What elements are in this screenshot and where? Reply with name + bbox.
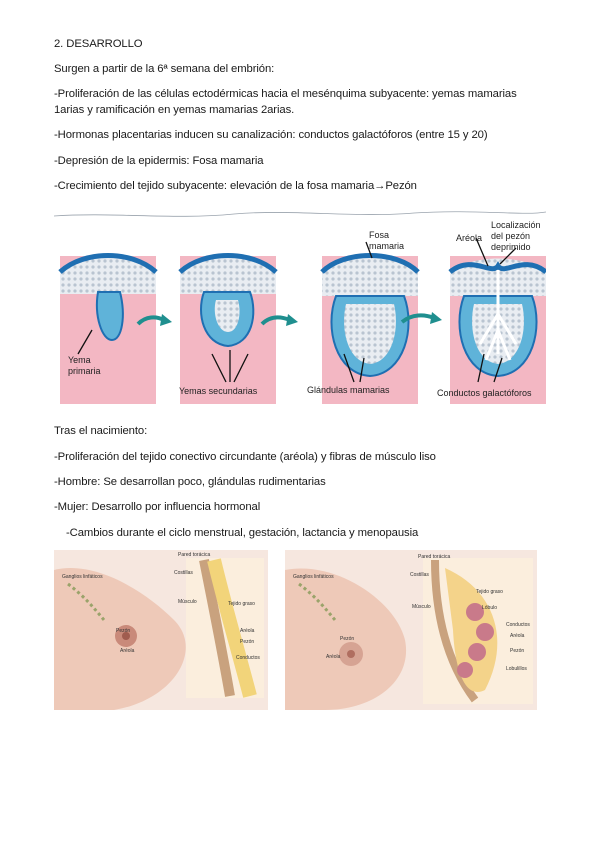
paragraph-1-line-2: 1arias y ramificación en yemas mamarias 2arias. [54,104,295,116]
after-birth-item-3: -Mujer: Desarrollo por influencia hormonal [54,501,261,513]
paragraph-2: -Hormonas placentarias inducen su canalización: conductos galactóforos (entre 15 y 20) [54,129,488,141]
left-label-areola: Aréola [120,648,135,654]
stage-1-primary-bud [60,256,156,405]
right-label-tejido: Tejido graso [476,589,503,595]
right-label-costillas: Costillas [410,572,429,578]
left-label-tejido: Tejido graso [228,601,255,607]
right-label-pezon-side: Pezón [510,648,525,654]
label-fosa-mamaria: Fosa mamaria [369,230,405,251]
label-areola: Aréola [456,233,483,243]
label-yema-primaria: Yema primaria [68,355,101,376]
left-label-pezon: Pezón [116,628,131,634]
left-label-ganglios: Ganglios linfáticos [62,574,103,580]
left-label-musculo: Músculo [178,599,197,605]
paragraph-1-line-1: -Proliferación de las células ectodérmicas hacia el mesénquima subyacente: yemas mamarias [54,88,517,100]
label-conductos-galactoforos: Conductos galactóforos [437,388,532,398]
left-label-costillas: Costillas [174,570,193,576]
after-birth-item-2: -Hombre: Se desarrollan poco, glándulas rudimentarias [54,476,326,488]
after-birth-item-4: -Cambios durante el ciclo menstrual, gestación, lactancia y menopausia [66,527,419,539]
right-label-pezon: Pezón [340,636,355,642]
right-label-musculo: Músculo [412,604,431,610]
left-label-conductos: Conductos [236,655,260,661]
after-birth-item-1: -Proliferación del tejido conectivo circundante (aréola) y fibras de músculo liso [54,451,436,463]
section-heading: 2. DESARROLLO [54,38,143,50]
left-label-areola-side: Aréola [240,628,255,634]
right-label-areola: Aréola [326,654,341,660]
label-glandulas-mamarias: Glándulas mamarias [307,385,390,395]
right-label-conductos: Conductos [506,622,530,628]
right-label-lobulo: Lóbulo [482,605,498,611]
stage-2-secondary-buds [180,256,276,405]
paragraph-3: -Depresión de la epidermis: Fosa mamaria [54,155,264,167]
label-localizacion-pezon: Localización del pezón deprimido [491,220,541,252]
right-label-areola-side: Aréola [510,633,525,639]
paragraph-4: -Crecimiento del tejido subyacente: elevación de la fosa mamaria→Pezón [54,180,417,192]
label-yemas-secundarias: Yemas secundarias [179,386,258,396]
left-label-pezon-side: Pezón [240,639,255,645]
right-label-lobulillos: Lobulillos [506,666,527,672]
right-label-ganglios: Ganglios linfáticos [293,574,334,580]
right-label-pared: Pared torácica [418,554,451,560]
section-intro: Surgen a partir de la 6ª semana del embrión: [54,63,275,75]
stage-3-glands [322,256,418,405]
left-label-pared: Pared torácica [178,552,211,558]
after-birth-intro: Tras el nacimiento: [54,425,148,437]
stage-4-ducts [450,256,546,404]
